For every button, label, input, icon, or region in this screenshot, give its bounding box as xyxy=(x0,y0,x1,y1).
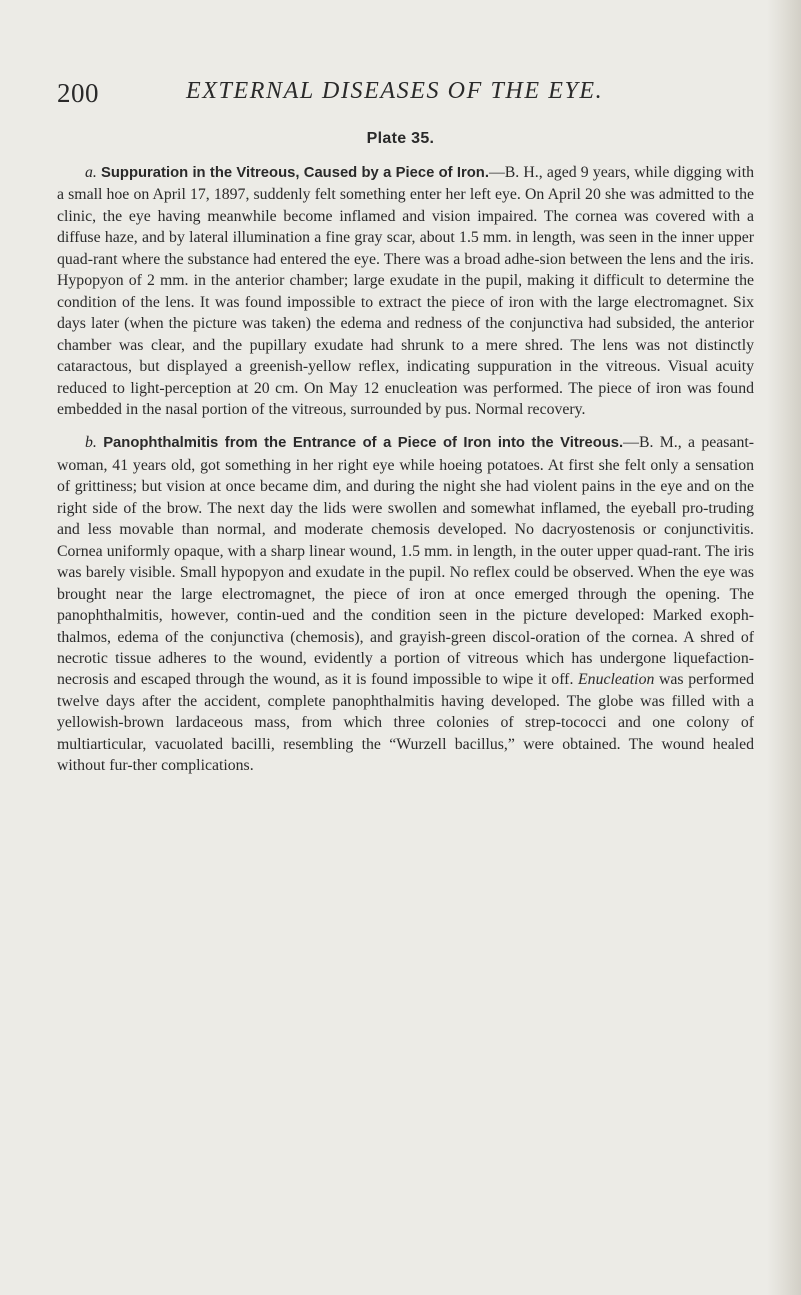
plate-title: Plate 35. xyxy=(366,130,435,147)
running-head xyxy=(0,78,801,118)
case-b-text-after: was performed twelve days after the accident, complete panophthalmitis having developed. The globe was filled with a yellowish-brown lardaceous mass, from which three colonies of strep-tococci and one colony of multiarticular, vacuolated bacilli, resembling the “Wurzell bacillus,” were obtained. The wound healed without fur-ther complications. xyxy=(57,671,754,775)
case-b-text-before: —B. M., a peasant-woman, 41 years old, got something in her right eye while hoeing potatoes. At first she felt only a sensation of grittiness; but vision at once became dim, and during the night she had violent pains in the eye and on the right side of the brow. The next day the lids were swollen and somewhat inflamed, the eyeball pro-truding and less movable than normal, and moderate chemosis developed. No dacryostenosis or conjunctivitis. Cornea uniformly opaque, with a sharp linear wound, 1.5 mm. in length, in the outer upper quad-rant. The iris was barely visible. Small hypopyon and exudate in the pupil. No reflex could be observed. When the eye was brought near the large electromagnet, the piece of iron at once emerged through the opening. The panophthalmitis, however, contin-ued and the condition seen in the picture developed: Marked exoph-thalmos, edema of the conjunctiva (chemosis), and grayish-green discol-oration of the cornea. A shred of necrotic tissue adheres to the wound, evidently a portion of vitreous which has undergone liquefaction-necrosis and escaped through the wound, as it is found impossible to wipe it off. xyxy=(57,434,754,689)
body-text xyxy=(57,162,754,789)
case-b-paragraph xyxy=(57,432,754,776)
case-b-letter: b. xyxy=(85,434,97,452)
page-edge-shadow xyxy=(767,0,801,1295)
case-a-paragraph xyxy=(57,162,754,420)
case-a-letter: a. xyxy=(85,164,97,181)
case-a-title: Suppuration in the Vitreous, Caused by a Piece of Iron. xyxy=(101,165,489,181)
case-b-italic-term: Enucleation xyxy=(578,671,655,689)
case-a-text: —B. H., aged 9 years, while digging with a small hoe on April 17, 1897, suddenly felt something enter her left eye. On April 20 she was admitted to the clinic, the eye having meanwhile become inflamed and vision impaired. The cornea was covered with a diffuse haze, and by lateral illumination a fine gray scar, about 1.5 mm. in length, was seen in the inner upper quad-rant where the substance had entered the eye. There was a broad adhe-sion between the lens and the iris. Hypopyon of 2 mm. in the anterior chamber; large exudate in the pupil, making it difficult to determine the condition of the lens. It was found impossible to extract the piece of iron with the large electromagnet. Six days later (when the picture was taken) the edema and redness of the conjunctiva had subsided, the anterior chamber was clear, and the pupillary exudate had shrunk to a mere shred. The lens was not distinctly cataractous, but displayed a greenish-yellow reflex, indicating suppuration in the vitreous. Visual acuity reduced to light-perception at 20 cm. On May 12 enucleation was performed. The piece of iron was found embedded in the nasal portion of the vitreous, surrounded by pus. Normal recovery. xyxy=(57,164,754,418)
case-b-title: Panophthalmitis from the Entrance of a Piece of Iron into the Vitreous. xyxy=(103,435,624,452)
running-title: EXTERNAL DISEASES OF THE EYE. xyxy=(186,78,604,104)
page-number: 200 xyxy=(57,78,99,108)
